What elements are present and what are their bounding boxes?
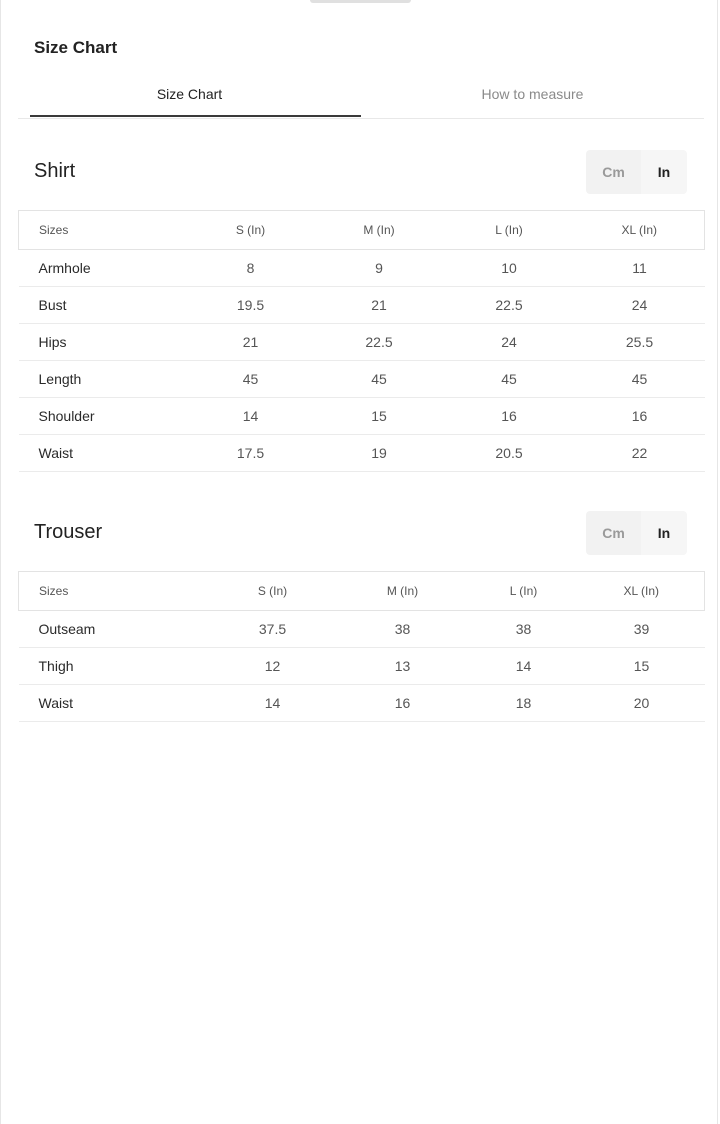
measurement-label: Thigh: [19, 648, 209, 685]
table-row: [19, 435, 705, 472]
sheet-title: Size Chart: [34, 38, 118, 57]
table-row: [19, 324, 705, 361]
table-row: [19, 287, 705, 324]
table-row: [19, 250, 705, 287]
column-header: M (In): [337, 572, 469, 611]
column-header: XL (In): [575, 211, 705, 250]
measurement-label: Waist: [19, 685, 209, 722]
column-header: S (In): [187, 211, 315, 250]
column-header: Sizes: [19, 572, 209, 611]
table-cell: 45: [315, 361, 444, 398]
measurement-label: Outseam: [19, 611, 209, 648]
table-cell: 24: [444, 324, 575, 361]
table-cell: 38: [337, 611, 469, 648]
shirt-in-button[interactable]: In: [641, 150, 687, 194]
table-cell: 22.5: [444, 287, 575, 324]
table-header-row: [19, 572, 705, 611]
table-cell: 21: [315, 287, 444, 324]
table-cell: 19: [315, 435, 444, 472]
column-header: S (In): [209, 572, 337, 611]
table-cell: 9: [315, 250, 444, 287]
table-cell: 18: [469, 685, 579, 722]
table-cell: 17.5: [187, 435, 315, 472]
table-cell: 45: [187, 361, 315, 398]
table-header-row: [19, 211, 705, 250]
table-cell: 14: [209, 685, 337, 722]
table-cell: 8: [187, 250, 315, 287]
table-cell: 25.5: [575, 324, 705, 361]
tab-bar: [18, 70, 704, 119]
measurement-label: Shoulder: [19, 398, 187, 435]
trouser-cm-button[interactable]: Cm: [586, 511, 641, 555]
table-cell: 10: [444, 250, 575, 287]
column-header: L (In): [469, 572, 579, 611]
table-row: [19, 398, 705, 435]
table-cell: 16: [337, 685, 469, 722]
table-cell: 38: [469, 611, 579, 648]
table-row: [19, 611, 705, 648]
table-cell: 45: [575, 361, 705, 398]
table-cell: 16: [444, 398, 575, 435]
table-cell: 14: [187, 398, 315, 435]
column-header: Sizes: [19, 211, 187, 250]
table-cell: 45: [444, 361, 575, 398]
trouser-unit-toggle: [586, 511, 687, 555]
shirt-size-table: [18, 210, 705, 472]
table-cell: 19.5: [187, 287, 315, 324]
table-cell: 11: [575, 250, 705, 287]
drag-handle[interactable]: [310, 0, 411, 3]
tab-size-chart[interactable]: Size Chart: [18, 70, 361, 118]
measurement-label: Hips: [19, 324, 187, 361]
measurement-label: Armhole: [19, 250, 187, 287]
table-cell: 22: [575, 435, 705, 472]
trouser-section-title: Trouser: [34, 521, 103, 543]
table-cell: 21: [187, 324, 315, 361]
table-cell: 39: [579, 611, 705, 648]
table-cell: 16: [575, 398, 705, 435]
table-cell: 12: [209, 648, 337, 685]
table-cell: 20: [579, 685, 705, 722]
trouser-size-table: [18, 571, 705, 722]
column-header: M (In): [315, 211, 444, 250]
table-cell: 14: [469, 648, 579, 685]
tab-how-to-measure[interactable]: How to measure: [481, 86, 584, 102]
column-header: XL (In): [579, 572, 705, 611]
table-cell: 15: [315, 398, 444, 435]
table-cell: 13: [337, 648, 469, 685]
table-cell: 24: [575, 287, 705, 324]
measurement-label: Length: [19, 361, 187, 398]
table-row: [19, 361, 705, 398]
table-cell: 22.5: [315, 324, 444, 361]
shirt-unit-toggle: [586, 150, 687, 194]
trouser-in-button[interactable]: In: [641, 511, 687, 555]
measurement-label: Bust: [19, 287, 187, 324]
shirt-cm-button[interactable]: Cm: [586, 150, 641, 194]
table-row: [19, 685, 705, 722]
table-cell: 15: [579, 648, 705, 685]
shirt-section-title: Shirt: [34, 160, 76, 182]
measurement-label: Waist: [19, 435, 187, 472]
table-cell: 37.5: [209, 611, 337, 648]
table-row: [19, 648, 705, 685]
column-header: L (In): [444, 211, 575, 250]
table-cell: 20.5: [444, 435, 575, 472]
